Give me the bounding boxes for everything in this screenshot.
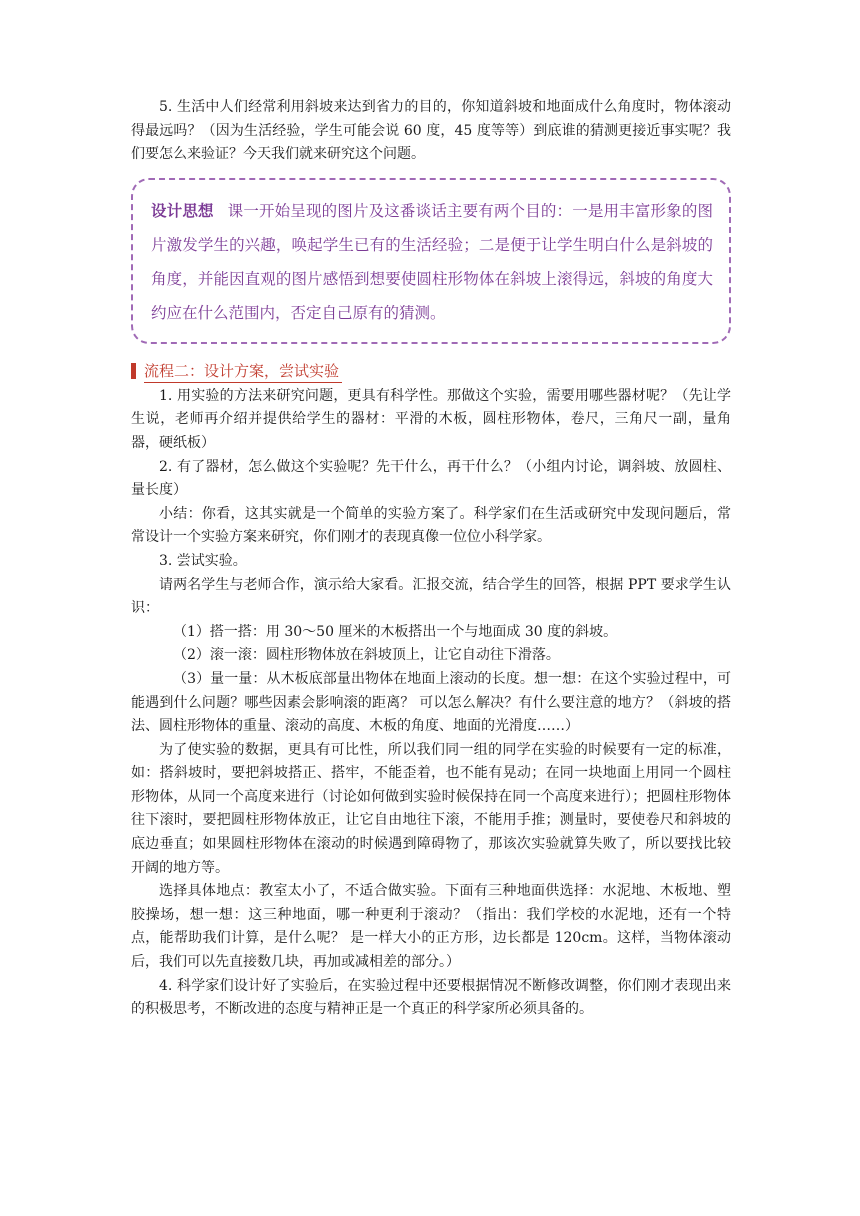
paragraph-location: 选择具体地点：教室太小了，不适合做实验。下面有三种地面供选择：水泥地、木板地、塑胶操场，想一想：这三种地面，哪一种更利于滚动？（指出：我们学校的水泥地，还有一个特点，能帮助我们计算，是什么呢？ 是一样大小的正方形，边长都是 120cm。这样，当物体滚动后，我们可以先直接数几块，再加或减相差的部分。）: [131, 883, 731, 971]
section-marker-bar: [131, 363, 136, 379]
document-page: [131, 96, 731, 1022]
section-heading: [131, 360, 731, 383]
design-thought-tag: 设计思想: [151, 201, 214, 220]
paragraph-demonstration: 请两名学生与老师合作，演示给大家看。汇报交流，结合学生的回答，根据 PPT 要求学生认识：: [131, 576, 731, 617]
step-build-slope: （1）搭一搭：用 30～50 厘米的木板搭出一个与地面成 30 度的斜坡。: [173, 623, 618, 640]
section-title: 流程二：设计方案，尝试实验: [144, 360, 342, 383]
paragraph-conclusion: 4. 科学家们设计好了实验后，在实验过程中还要根据情况不断修改调整，你们刚才表现出来的积极思考，不断改进的态度与精神正是一个真正的科学家所必须具备的。: [131, 977, 731, 1018]
design-thought-box: [131, 178, 731, 344]
paragraph-summary: 小结：你看，这其实就是一个简单的实验方案了。科学家们在生活或研究中发现问题后，常常设计一个实验方案来研究，你们刚才的表现真像一位位小科学家。: [131, 505, 731, 546]
intro-paragraph: 5. 生活中人们经常利用斜坡来达到省力的目的，你知道斜坡和地面成什么角度时，物体滚动得最远吗？（因为生活经验，学生可能会说 60 度，45 度等等）到底谁的猜测更接近事实呢？我们要怎么来验证？今天我们就来研究这个问题。: [131, 99, 731, 163]
step-measure: （3）量一量：从木板底部量出物体在地面上滚动的长度。想一想：在这个实验过程中，可能遇到什么问题？哪些因素会影响滚的距离？ 可以怎么解决？有什么要注意的地方？（斜坡的搭法、圆柱形物体的重量、滚动的高度、木板的角度、地面的光滑度……）: [131, 670, 731, 735]
paragraph-standards: 为了使实验的数据，更具有可比性，所以我们同一组的同学在实验的时候要有一定的标准，如：搭斜坡时，要把斜坡搭正、搭牢，不能歪着，也不能有晃动；在同一块地面上用同一个圆柱形物体，从同一个高度来进行（讨论如何做到实验时候保持在同一个高度来进行）；把圆柱形物体往下滚时，要把圆柱形物体放正，让它自由地往下滚，不能用手推；测量时，要使卷尺和斜坡的底边垂直；如果圆柱形物体在滚动的时候遇到障碍物了，那该次实验就算失败了，所以要找比较开阔的地方等。: [131, 741, 731, 876]
paragraph-procedure: 2. 有了器材，怎么做这个实验呢？先干什么，再干什么？（小组内讨论，调斜坡、放圆柱、量长度）: [131, 458, 731, 499]
paragraph-equipment: 1. 用实验的方法来研究问题，更具有科学性。那做这个实验，需要用哪些器材呢？（先让学生说，老师再介绍并提供给学生的器材：平滑的木板，圆柱形物体，卷尺，三角尺一副，量角器，硬纸板）: [131, 387, 731, 451]
step-roll: （2）滚一滚：圆柱形物体放在斜坡顶上，让它自动往下滑落。: [173, 647, 560, 664]
paragraph-try-experiment: 3. 尝试实验。: [159, 552, 247, 569]
design-thought-text: 课一开始呈现的图片及这番谈话主要有两个目的：一是用丰富形象的图片激发学生的兴趣，唤起学生已有的生活经验；二是便于让学生明白什么是斜坡的角度，并能因直观的图片感悟到想要使圆柱形物体在斜坡上滚得远，斜坡的角度大约应在什么范围内，否定自己原有的猜测。: [151, 201, 713, 322]
